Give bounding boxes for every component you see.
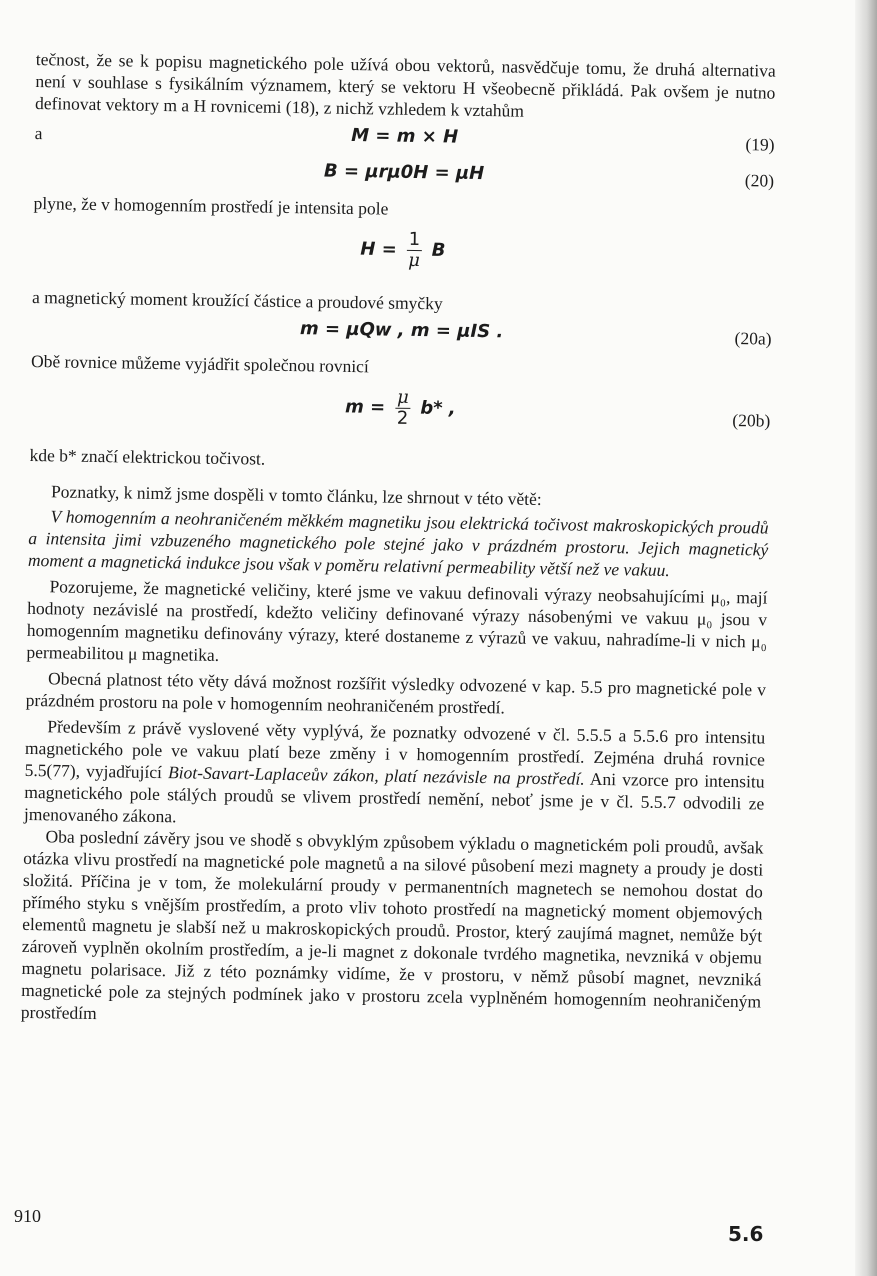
- paragraph-observation: Pozorujeme, že magnetické veličiny, které jsme ve vakuu definovali výrazy neobsahujícími μ₀, mají hodnoty nezávislé na prostředí, kdežto veličiny definované výrazy násobenými ve vakuu μ₀ jsou v homogenním magnetiku definovány výrazy, které dostaneme z výrazů ve vakuu, nahradíme-li v nich μ₀ permeabilitou μ magnetika.: [26, 576, 768, 665]
- paragraph-biot-savart-italic: Biot-Savart-Laplaceův zákon, platí nezávisle na prostředí.: [167, 762, 585, 789]
- equation-H-fraction: [406, 230, 422, 271]
- equation-H-numerator: 1: [406, 230, 422, 251]
- paragraph-moment: a magnetický moment kroužící částice a proudové smyčky: [31, 286, 443, 314]
- page-number: 910: [14, 1206, 41, 1226]
- equation-20b-formula: [30, 382, 771, 435]
- page-body: [21, 48, 776, 1035]
- equation-H-lhs: H =: [360, 238, 397, 261]
- equation-H-rhs: B: [431, 239, 446, 261]
- equation-20a: [31, 314, 771, 356]
- equation-20a-formula: m = μQw , m = μIS .: [299, 318, 504, 343]
- paragraph-common: Obě rovnice můžeme vyjádřit společnou rovnicí: [30, 350, 369, 377]
- equation-20-number: (20): [744, 170, 775, 191]
- paragraph-summary: Poznatky, k nimž jsme dospěli v tomto článku, lze shrnout v této větě:: [50, 481, 542, 509]
- theorem-statement: V homogenním a neohraničeném měkkém magnetiku jsou elektrická točivost makroskopických proudů a intensita jimi vzbuzeného magnetického pole stejné jako v prázdném prostoru. Jejich magnetický moment a magnetická indukce jsou však v poměru relativní permeability větší než ve vakuu.: [27, 506, 769, 581]
- equation-20b-rhs: b* ,: [420, 397, 456, 420]
- equation-20b-fraction: [395, 388, 411, 429]
- equation-20-formula: B = μrμ0H = μH: [323, 160, 485, 185]
- equation-H: [32, 224, 773, 288]
- equation-20b: [30, 382, 771, 446]
- paragraph-magnets: Oba poslední závěry jsou ve shodě s obvyklým způsobem výkladu o magnetickém poli proudů, avšak otázka vlivu prostředí na magnetické pole magnetů a na silové působení mezi magnety a proudy je dosti složitá. Příčina je v tom, že molekulární proudy v permanentních magnetech se nemohou dostat do přímého styku s vnějším prostředím, a proto vliv tohoto prostředí na magnetický moment objemových elementů magnetu je slabší než u makroskopických proudů. Prostor, který zaujímá magnet, nemůže být zároveň vyplněn okolním prostředím, a je-li magnet z dokonale tvrdého magnetika, nevzniká v objemu magnetu polarisace. Již z této poznámky vidíme, že v prostoru, v němž působí magnet, nevzniká magnetické pole za stejných podmínek jako v prostoru zcela vyplněném homogenním neohraničeným prostředím: [20, 826, 764, 1024]
- equation-20a-number: (20a): [734, 328, 772, 349]
- paragraph-torsion: kde b* značí elektrickou točivost.: [29, 444, 266, 469]
- equation-20b-lhs: m =: [344, 396, 386, 419]
- equation-20b-number: (20b): [732, 409, 771, 431]
- equation-H-denominator: μ: [408, 249, 421, 272]
- paragraph-homogeneous: plyne, že v homogenním prostředí je intensita pole: [33, 192, 389, 219]
- equation-20b-denominator: 2: [396, 407, 409, 429]
- equation-20: [34, 156, 774, 198]
- equation-19: [34, 120, 774, 162]
- paragraph-biot-savart-part2: Ani vzorce pro intensitu magnetického pole stálých proudů se vlivem prostředí nemění, neboť jsme je v čl. 5.5.7 odvodili ze jmenovaného zákona.: [23, 768, 765, 827]
- equation-19-number: (19): [745, 134, 775, 155]
- paragraph-validity: Obecná platnost této věty dává možnost rozšířit výsledky odvozené v kap. 5.5 pro magnetické pole v prázdném prostoru na pole v homogenním neohraničeném prostředí.: [25, 668, 767, 718]
- paragraph-intro: tečnost, že se k popisu magnetického pole užívá obou vektorů, nasvědčuje tomu, že druhá alternativa není v souhlase s fysikálním významem, který se vektoru H všeobecně přikládá. Pak ovšem je nutno definovat vektory m a H rovnicemi (18), z nichž vzhledem k vztahům: [34, 48, 776, 121]
- paragraph-biot-savart-part1: Především z právě vyslovené věty vyplývá, že poznatky odvozené v čl. 5.5.5 a 5.5.6 pro intensitu magnetického pole ve vakuu platí beze změny i v homogenním prostředí. Zejména druhá rovnice 5.5(77), vyjadřující: [24, 716, 766, 783]
- equation-19-formula: M = m × H: [351, 124, 459, 148]
- equation-H-formula: [33, 224, 774, 277]
- page-edge-shadow: [855, 0, 877, 1276]
- paragraph-biot-savart: [24, 715, 766, 837]
- equation-20b-numerator: μ: [395, 388, 411, 409]
- equation-lead-a: a: [34, 122, 43, 144]
- section-number: 5.6: [728, 1222, 764, 1246]
